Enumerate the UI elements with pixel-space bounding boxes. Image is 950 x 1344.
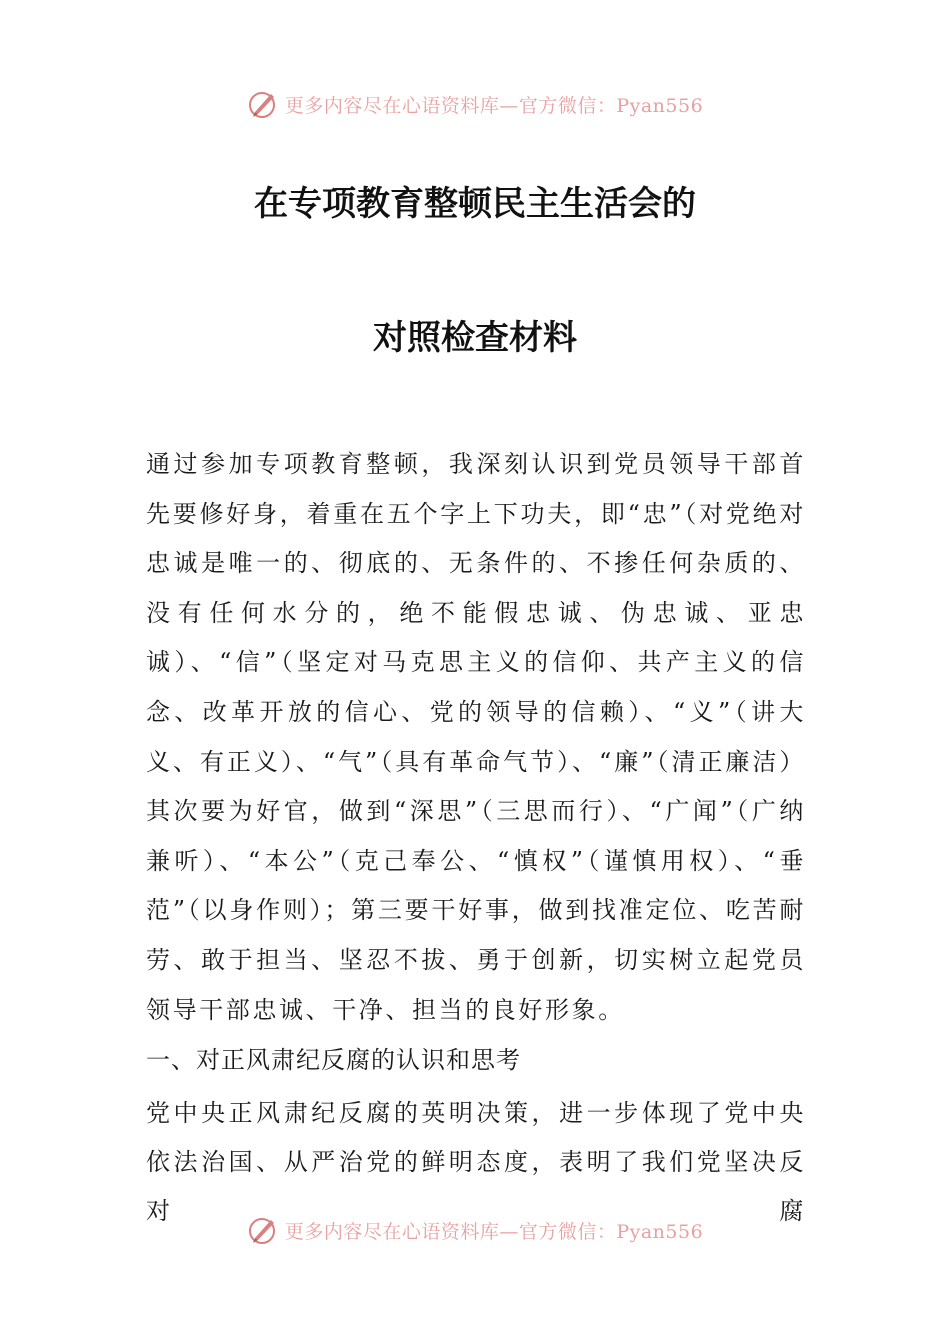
quill-circle-icon [247,1214,279,1246]
body-paragraph: 党中央正风肃纪反腐的英明决策，进一步体现了党中央依法治国、从严治党的鲜明态度，表明了我们党坚决反对腐 [146,1099,806,1225]
body-paragraph: 通过参加专项教育整顿，我深刻认识到党员领导干部首先要修好身，着重在五个字上下功夫，即“忠”（对党绝对忠诚是唯一的、彻底的、无条件的、不掺任何杂质的、没有任何水分的，绝不能假忠诚、伪忠诚、亚忠诚）、“信”（坚定对马克思主义的信仰、共产主义的信念、改革开放的信心、党的领导的信赖）、“义”（讲大义、有正义）、“气”（具有革命气节）、“廉”（清正廉洁）其次要为好官，做到“深思”（三思而行）、“广闻”（广纳兼听）、“本公”（克己奉公、“慎权”（谨慎用权）、“垂范”（以身作则）；第三要干好事，做到找准定位、吃苦耐劳、敢于担当、坚忍不拔、勇于创新，切实树立起党员领导干部忠诚、干净、担当的良好形象。 [146,450,806,1024]
footer-watermark [0,1210,950,1250]
document-title-line-1: 在专项教育整顿民主生活会的 [254,184,696,224]
document-title-line-2: 对照检查材料 [373,318,577,358]
header-watermark [0,84,950,124]
quill-circle-icon [247,88,279,120]
watermark-text: 更多内容尽在心语资料库—官方微信：Pyan556 [284,1220,704,1243]
watermark-text: 更多内容尽在心语资料库—官方微信：Pyan556 [284,94,704,117]
section-heading: 一、对正风肃纪反腐的认识和思考 [146,1046,521,1074]
